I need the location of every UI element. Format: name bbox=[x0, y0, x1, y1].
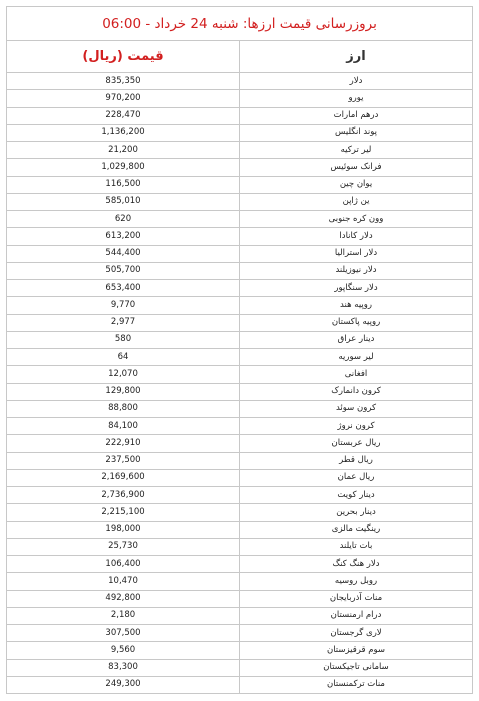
table-row bbox=[7, 280, 473, 297]
table-row bbox=[7, 659, 473, 676]
price-table-container bbox=[6, 6, 472, 694]
table-row bbox=[7, 452, 473, 469]
table-title: بروزرسانی قیمت ارزها: شنبه 24 خرداد - 06:00 bbox=[7, 7, 473, 41]
table-row bbox=[7, 400, 473, 417]
currency-name: کرون دانمارک bbox=[240, 383, 473, 400]
table-row bbox=[7, 469, 473, 486]
table-row bbox=[7, 487, 473, 504]
currency-price: 25,730 bbox=[7, 538, 240, 555]
currency-price: 585,010 bbox=[7, 193, 240, 210]
table-row bbox=[7, 625, 473, 642]
currency-price: 613,200 bbox=[7, 228, 240, 245]
table-row bbox=[7, 228, 473, 245]
table-row bbox=[7, 331, 473, 348]
currency-name: ریال عربستان bbox=[240, 435, 473, 452]
table-row bbox=[7, 590, 473, 607]
table-row bbox=[7, 676, 473, 693]
table-row bbox=[7, 73, 473, 90]
currency-price: 1,029,800 bbox=[7, 159, 240, 176]
currency-name: روپیه هند bbox=[240, 297, 473, 314]
currency-name: درهم امارات bbox=[240, 107, 473, 124]
table-row bbox=[7, 176, 473, 193]
currency-price: 307,500 bbox=[7, 625, 240, 642]
currency-name: کرون نروژ bbox=[240, 418, 473, 435]
currency-name: دینار کویت bbox=[240, 487, 473, 504]
currency-name: دلار نیوزیلند bbox=[240, 262, 473, 279]
currency-price: 106,400 bbox=[7, 556, 240, 573]
price-column-header: قیمت (ریال) bbox=[7, 41, 240, 73]
currency-price: 835,350 bbox=[7, 73, 240, 90]
table-row bbox=[7, 159, 473, 176]
currency-name: روبل روسیه bbox=[240, 573, 473, 590]
currency-name: دینار عراق bbox=[240, 331, 473, 348]
currency-price: 653,400 bbox=[7, 280, 240, 297]
currency-column-header: ارز bbox=[240, 41, 473, 73]
currency-price: 222,910 bbox=[7, 435, 240, 452]
currency-name: ین ژاپن bbox=[240, 193, 473, 210]
currency-name: سامانی تاجیکستان bbox=[240, 659, 473, 676]
table-row bbox=[7, 366, 473, 383]
table-row bbox=[7, 245, 473, 262]
table-header-row bbox=[7, 41, 473, 73]
currency-name: روپیه پاکستان bbox=[240, 314, 473, 331]
currency-price: 492,800 bbox=[7, 590, 240, 607]
currency-price: 2,215,100 bbox=[7, 504, 240, 521]
currency-price: 2,180 bbox=[7, 607, 240, 624]
table-row bbox=[7, 418, 473, 435]
currency-name: درام ارمنستان bbox=[240, 607, 473, 624]
currency-name: وون کره جنوبی bbox=[240, 211, 473, 228]
currency-name: بات تایلند bbox=[240, 538, 473, 555]
currency-price: 2,736,900 bbox=[7, 487, 240, 504]
table-row bbox=[7, 211, 473, 228]
currency-name: ریال قطر bbox=[240, 452, 473, 469]
table-row bbox=[7, 383, 473, 400]
currency-name: منات آذربایجان bbox=[240, 590, 473, 607]
table-row bbox=[7, 107, 473, 124]
table-row bbox=[7, 124, 473, 141]
table-row bbox=[7, 349, 473, 366]
currency-price: 116,500 bbox=[7, 176, 240, 193]
table-row bbox=[7, 642, 473, 659]
currency-price: 198,000 bbox=[7, 521, 240, 538]
currency-price-table bbox=[6, 6, 473, 694]
currency-name: منات ترکمنستان bbox=[240, 676, 473, 693]
table-title-row bbox=[7, 7, 473, 41]
table-row bbox=[7, 573, 473, 590]
currency-price: 88,800 bbox=[7, 400, 240, 417]
currency-name: لیر سوریه bbox=[240, 349, 473, 366]
currency-name: پوند انگلیس bbox=[240, 124, 473, 141]
currency-name: دلار کانادا bbox=[240, 228, 473, 245]
table-row bbox=[7, 297, 473, 314]
currency-price: 1,136,200 bbox=[7, 124, 240, 141]
currency-price: 12,070 bbox=[7, 366, 240, 383]
table-row bbox=[7, 314, 473, 331]
currency-price: 970,200 bbox=[7, 90, 240, 107]
currency-price: 249,300 bbox=[7, 676, 240, 693]
currency-price: 10,470 bbox=[7, 573, 240, 590]
currency-name: لیر ترکیه bbox=[240, 142, 473, 159]
currency-name: کرون سوئد bbox=[240, 400, 473, 417]
currency-name: دلار هنگ کنگ bbox=[240, 556, 473, 573]
table-row bbox=[7, 607, 473, 624]
table-row bbox=[7, 556, 473, 573]
currency-name: افغانی bbox=[240, 366, 473, 383]
table-row bbox=[7, 142, 473, 159]
currency-price: 83,300 bbox=[7, 659, 240, 676]
currency-price: 2,977 bbox=[7, 314, 240, 331]
table-row bbox=[7, 504, 473, 521]
table-row bbox=[7, 435, 473, 452]
currency-name: یورو bbox=[240, 90, 473, 107]
table-row bbox=[7, 538, 473, 555]
table-row bbox=[7, 521, 473, 538]
currency-price: 129,800 bbox=[7, 383, 240, 400]
currency-price: 2,169,600 bbox=[7, 469, 240, 486]
currency-name: دلار سنگاپور bbox=[240, 280, 473, 297]
currency-price: 544,400 bbox=[7, 245, 240, 262]
currency-price: 580 bbox=[7, 331, 240, 348]
currency-name: رینگیت مالزی bbox=[240, 521, 473, 538]
table-row bbox=[7, 262, 473, 279]
currency-name: دلار bbox=[240, 73, 473, 90]
currency-price: 21,200 bbox=[7, 142, 240, 159]
currency-price: 237,500 bbox=[7, 452, 240, 469]
currency-name: دینار بحرین bbox=[240, 504, 473, 521]
currency-price: 228,470 bbox=[7, 107, 240, 124]
currency-name: یوان چین bbox=[240, 176, 473, 193]
currency-price: 620 bbox=[7, 211, 240, 228]
currency-name: فرانک سوئیس bbox=[240, 159, 473, 176]
currency-price: 505,700 bbox=[7, 262, 240, 279]
currency-price: 9,770 bbox=[7, 297, 240, 314]
currency-price: 84,100 bbox=[7, 418, 240, 435]
table-row bbox=[7, 90, 473, 107]
currency-name: سوم قرقیزستان bbox=[240, 642, 473, 659]
currency-name: لاری گرجستان bbox=[240, 625, 473, 642]
currency-price: 64 bbox=[7, 349, 240, 366]
currency-name: دلار استرالیا bbox=[240, 245, 473, 262]
currency-price: 9,560 bbox=[7, 642, 240, 659]
table-row bbox=[7, 193, 473, 210]
currency-name: ریال عمان bbox=[240, 469, 473, 486]
